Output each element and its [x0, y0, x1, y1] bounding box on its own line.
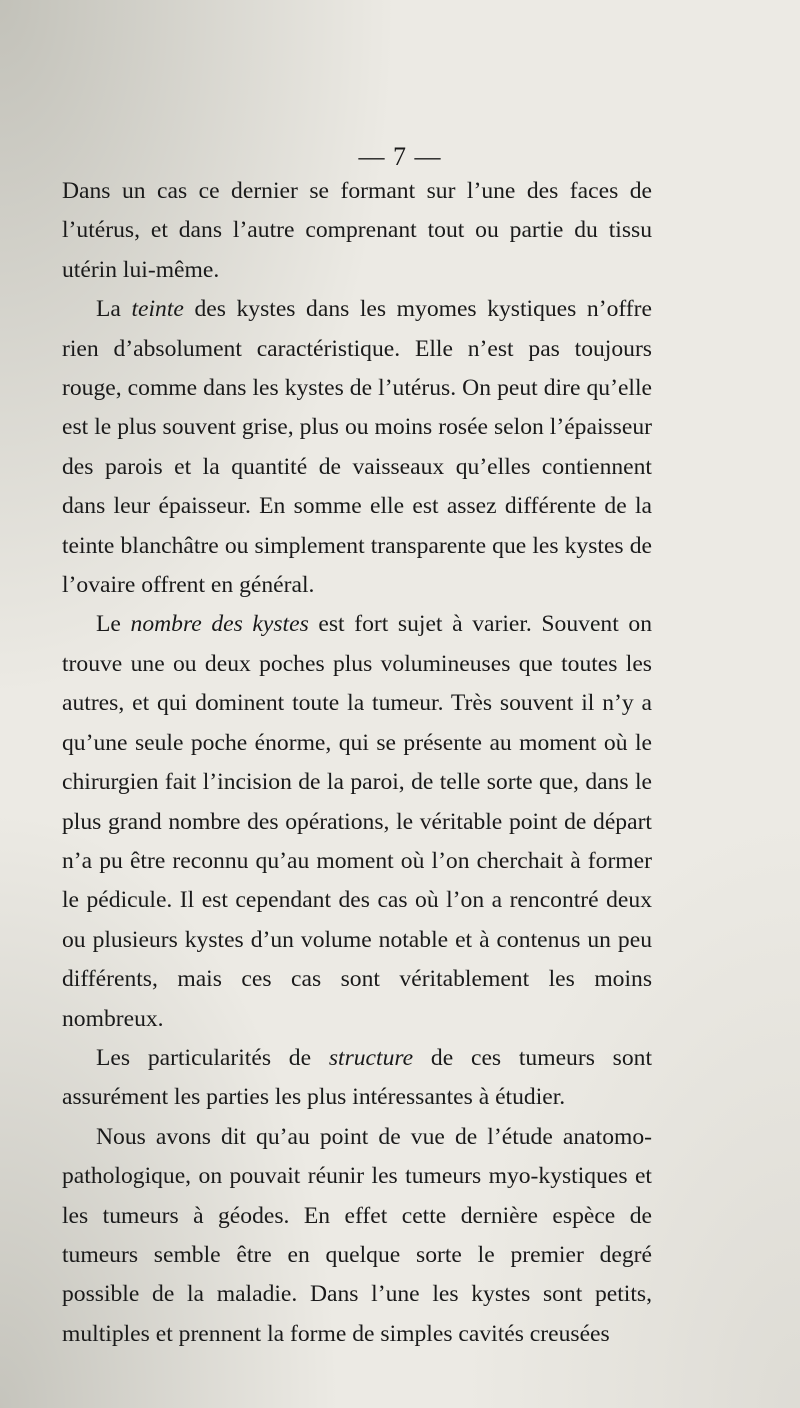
paragraph	[62, 605, 652, 1038]
text-segment: des kystes dans les myomes kystiques n’offre rien d’absolument caractéristique. Elle n’est pas toujours rouge, comme dans les kystes de l’utérus. On peut dire qu’elle est le plus souvent grise, plus ou moins rosée selon l’épaisseur des parois et la quantité de vaisseaux qu’elles contiennent dans leur épaisseur. En somme elle est assez différente de la teinte blanchâtre ou simplement transparente que les kystes de l’ovaire offrent en général.	[62, 296, 652, 599]
page-number: — 7 —	[358, 142, 442, 171]
text-segment: La	[96, 296, 132, 323]
paragraph	[62, 1118, 652, 1354]
italic-term: teinte	[131, 296, 184, 323]
italic-term: structure	[328, 1044, 414, 1071]
text-segment: est fort sujet à varier. Souvent on trouve une ou deux poches plus volumineuses que toutes les autres, et qui dominent toute la tumeur. Très souvent il n’y a qu’une seule poche énorme, qui se présente au moment où le chirurgien fait l’incision de la paroi, de telle sorte que, dans le plus grand nombre des opérations, le véritable point de départ n’a pu être reconnu qu’au moment où l’on cherchait à former le pédicule. Il est cependant des cas où l’on a rencontré deux ou plusieurs kystes d’un volume notable et à contenus un peu différents, mais ces cas sont véritablement les moins nombreux.	[62, 611, 652, 1032]
text-segment: de ces tumeurs sont assurément les parties les plus intéressantes à étudier.	[62, 1044, 652, 1111]
paragraph	[62, 1039, 652, 1118]
text-segment: Nous avons dit qu’au point de vue de l’étude anatomo-pathologique, on pouvait réunir les tumeurs myo-kystiques et les tumeurs à géodes. En effet cette dernière espèce de tumeurs semble être en quelque sorte le premier degré possible de la maladie. Dans l’une les kystes sont petits, multiples et prennent la forme de simples cavités creusées	[62, 1123, 652, 1347]
italic-term: nombre des kystes	[130, 611, 309, 638]
text-segment: Dans un cas ce dernier se formant sur l’une des faces de l’utérus, et dans l’autre comprenant tout ou partie du tissu utérin lui-même.	[62, 178, 652, 283]
body-text	[62, 172, 652, 1354]
text-segment: Le	[96, 611, 131, 638]
text-segment: Les particularités de	[96, 1044, 329, 1071]
paragraph	[62, 172, 652, 290]
paragraph	[62, 290, 652, 605]
